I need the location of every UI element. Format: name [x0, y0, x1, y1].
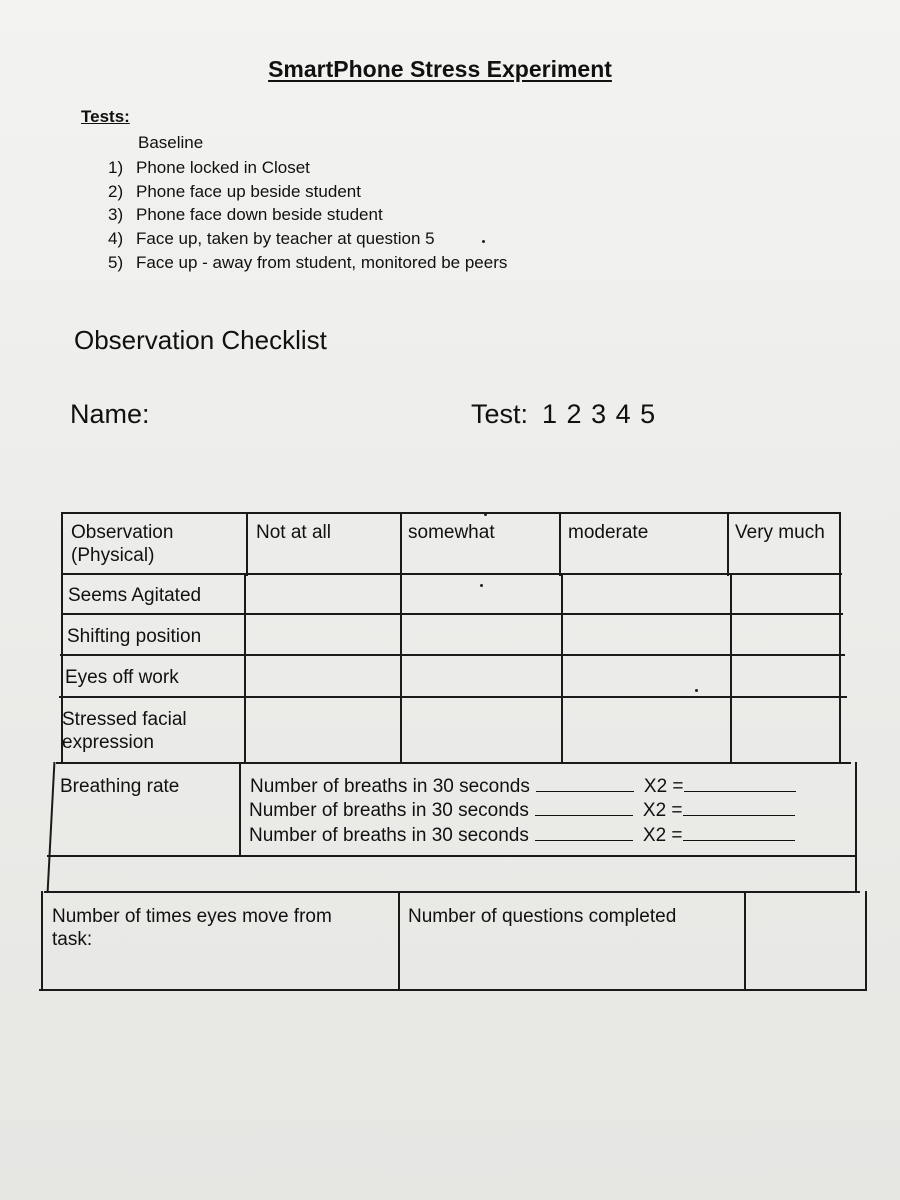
- multiplier-text: X2 =: [643, 776, 684, 797]
- header-moderate: moderate: [568, 522, 649, 543]
- table-col-divider: [246, 512, 248, 576]
- list-item: [108, 180, 507, 204]
- table-col-divider: [730, 573, 732, 763]
- item-number: 4): [108, 229, 124, 249]
- eyes-move-label: Number of times eyes move from task:: [52, 906, 332, 950]
- list-item: [108, 251, 507, 275]
- breath-count-text: Number of breaths in 30 seconds: [249, 800, 529, 821]
- table-border-left: [41, 891, 43, 991]
- breath-count-blank: [536, 773, 634, 792]
- list-item: [108, 156, 507, 180]
- table-col-divider: [561, 573, 563, 763]
- breath-count-line: [249, 822, 795, 848]
- row-label-eyes-off-work: Eyes off work: [65, 667, 179, 688]
- breath-count-line: [249, 797, 795, 823]
- item-number: 5): [108, 252, 124, 272]
- table-row-divider: [44, 891, 860, 893]
- row-label-seems-agitated: Seems Agitated: [68, 585, 202, 606]
- breath-count-blank: [535, 797, 633, 816]
- test-selector: [471, 399, 656, 430]
- table-row-divider: [59, 696, 847, 698]
- test-options: 1 2 3 4 5: [542, 399, 657, 429]
- item-number: 2): [108, 181, 124, 201]
- pen-dot: [484, 513, 487, 516]
- breath-count-blank: [535, 822, 633, 841]
- header-somewhat: somewhat: [408, 522, 495, 543]
- tests-heading: Tests:: [81, 107, 130, 126]
- tests-list: [108, 156, 507, 274]
- breath-result-blank: [683, 822, 795, 841]
- item-text: Phone face up beside student: [136, 181, 361, 201]
- checklist-title: Observation Checklist: [74, 325, 327, 355]
- item-number: 1): [108, 158, 124, 177]
- table-border-right: [855, 762, 857, 893]
- item-text: Face up, taken by teacher at question 5: [136, 229, 435, 249]
- test-baseline: Baseline: [138, 133, 204, 152]
- item-text: Face up - away from student, monitored be peers: [136, 252, 508, 272]
- table-col-divider: [400, 512, 402, 763]
- row-label-stressed-facial-expression: Stressed facial expression: [62, 709, 187, 753]
- row-label-breathing-rate: Breathing rate: [60, 776, 180, 797]
- table-border-left: [47, 762, 56, 893]
- item-text: Phone locked in Closet: [136, 158, 310, 177]
- table-border-right: [865, 891, 867, 991]
- table-row-divider: [60, 654, 845, 656]
- breath-count-text: Number of breaths in 30 seconds: [249, 825, 529, 846]
- table-col-divider: [398, 891, 400, 990]
- multiplier-text: X2 =: [642, 825, 683, 846]
- table-col-divider: [559, 512, 561, 576]
- test-label: Test:: [471, 399, 529, 429]
- table-row-divider: [47, 855, 857, 857]
- table-col-divider: [744, 891, 746, 990]
- header-very-much: Very much: [735, 522, 825, 543]
- name-label: Name:: [70, 399, 150, 429]
- row-label-shifting-position: Shifting position: [67, 626, 202, 647]
- table-border-right: [839, 512, 841, 762]
- header-observation: Observation (Physical): [71, 522, 174, 566]
- table-row-divider: [62, 573, 842, 575]
- list-item: [108, 203, 507, 227]
- header-not-at-all: Not at all: [256, 522, 331, 543]
- list-item: [108, 227, 507, 251]
- breath-result-blank: [683, 797, 795, 816]
- table-border-bottom: [39, 989, 867, 991]
- questions-completed-label: Number of questions completed: [408, 906, 677, 927]
- multiplier-text: X2 =: [642, 800, 683, 821]
- pen-dot: [480, 584, 483, 587]
- table-col-divider: [239, 762, 241, 857]
- page-title: SmartPhone Stress Experiment: [268, 56, 612, 82]
- breath-count-text: Number of breaths in 30 seconds: [250, 776, 530, 797]
- breath-count-line: [250, 773, 796, 799]
- pen-dot: [695, 689, 698, 692]
- table-border-top: [62, 512, 840, 514]
- pen-dot: [482, 240, 485, 243]
- breath-result-blank: [684, 773, 796, 792]
- table-col-divider: [727, 512, 729, 576]
- item-number: 3): [108, 205, 124, 225]
- table-col-divider: [244, 573, 246, 763]
- table-row-divider: [61, 613, 843, 615]
- item-text: Phone face down beside student: [136, 205, 383, 225]
